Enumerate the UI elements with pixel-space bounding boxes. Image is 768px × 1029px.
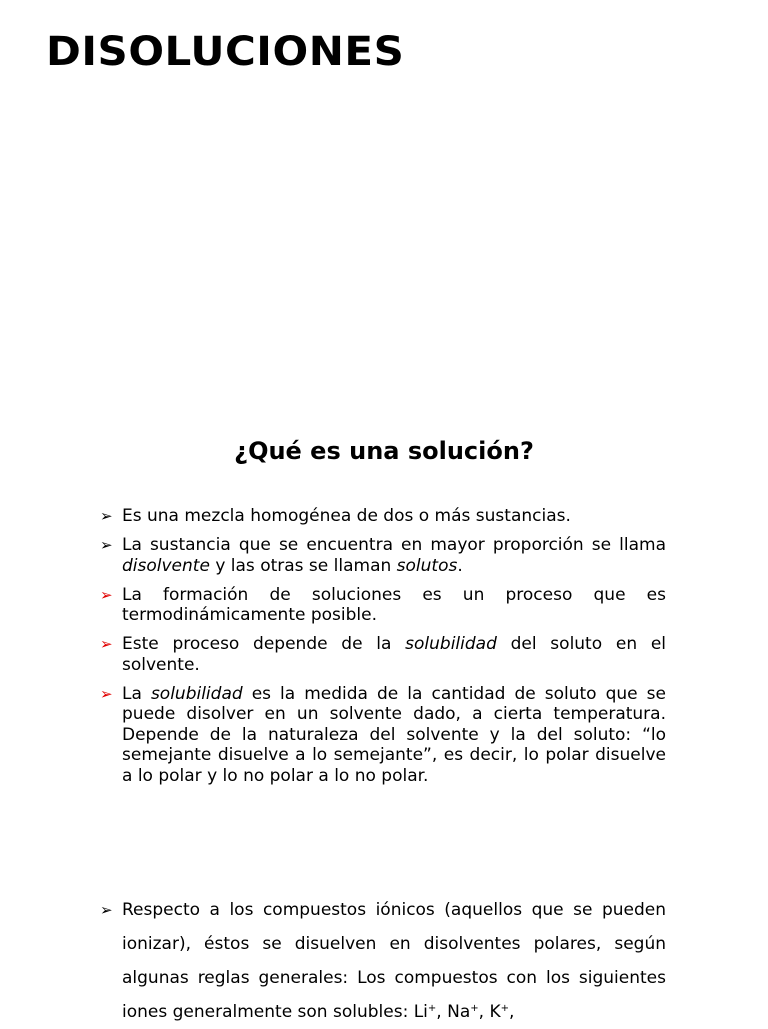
list-item: [100, 535, 666, 576]
arrowhead-bullet-icon: ➢: [100, 536, 113, 554]
charge-superscript: +: [470, 1003, 479, 1014]
section-heading: ¿Qué es una solución?: [234, 437, 534, 465]
charge-superscript: +: [427, 1003, 437, 1014]
arrowhead-bullet-icon: ➢: [100, 901, 113, 919]
list-item: [100, 506, 666, 527]
bullet-list-continued: [100, 893, 666, 1029]
bullet-text: ,: [509, 1002, 515, 1022]
bullet-list: [100, 506, 666, 795]
bullet-text: es la medida de la cantidad de soluto que se puede disolver en un solvente dado, a cierta temperatura. Depende de la naturaleza del solvente y la del soluto: “lo semejante disuelve a lo semejante”, es decir, lo polar disuelve a lo polar y lo no polar a lo no polar.: [122, 683, 666, 786]
term-solubilidad: solubilidad: [405, 634, 497, 654]
bullet-text: del soluto en el solvente.: [122, 634, 666, 675]
term-solubilidad: solubilidad: [150, 683, 243, 704]
list-item: [100, 634, 666, 675]
bullet-text: , Na: [436, 1002, 471, 1022]
list-item: [100, 893, 666, 1029]
bullet-text: , K: [478, 1002, 501, 1022]
bullet-text: Este proceso depende de la: [122, 634, 406, 654]
page-title: DISOLUCIONES: [46, 29, 405, 75]
bullet-text: La formación de soluciones es un proceso que es termodinámicamente posible.: [122, 584, 666, 625]
term-disolvente: disolvente: [122, 555, 210, 576]
bullet-text: .: [457, 555, 463, 576]
arrowhead-bullet-icon: ➢: [100, 684, 113, 703]
bullet-text: Respecto a los compuestos iónicos (aquellos que se pueden ionizar), éstos se disuelven en disolventes polares, según algunas reglas generales: Los compuestos con los siguientes iones generalmente son solubles: Li: [122, 900, 666, 1022]
list-item: [100, 585, 666, 626]
bullet-text: Es una mezcla homogénea de dos o más sustancias.: [122, 506, 571, 526]
bullet-text: La: [122, 683, 151, 704]
arrowhead-bullet-icon: ➢: [100, 585, 113, 604]
charge-superscript: +: [500, 1003, 509, 1014]
bullet-text: La sustancia que se encuentra en mayor proporción se llama: [122, 535, 666, 555]
term-solutos: solutos: [396, 555, 458, 576]
arrowhead-bullet-icon: ➢: [100, 635, 113, 653]
arrowhead-bullet-icon: ➢: [100, 507, 113, 525]
bullet-text: y las otras se llaman: [209, 555, 397, 576]
list-item: [100, 684, 666, 787]
